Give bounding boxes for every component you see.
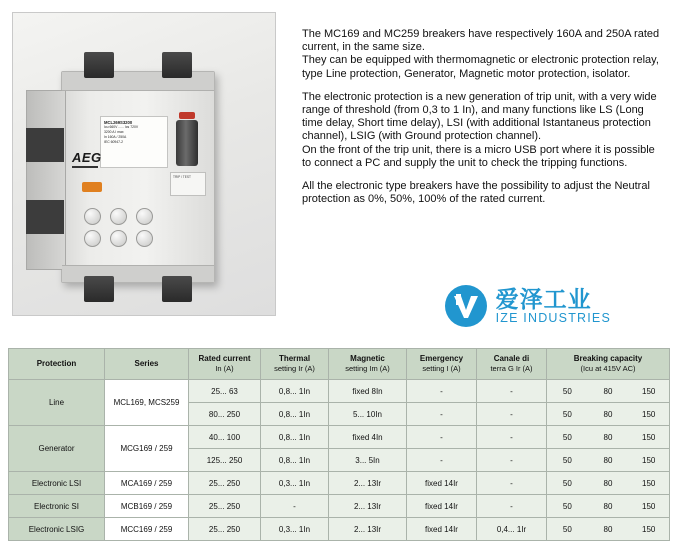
th-series-line1: Series (134, 359, 159, 368)
breaking-value: 50 (562, 409, 572, 419)
table-row (9, 472, 670, 495)
th-emergency-line1: Emergency (419, 354, 464, 363)
company-logo (444, 284, 611, 328)
cell-series: MCA169 / 259 (105, 472, 189, 495)
breaking-value: 150 (642, 409, 656, 419)
th-protection-line1: Protection (36, 359, 77, 368)
cell-thermal: 0,3... 1In (261, 472, 329, 495)
cell-protection: Line (9, 380, 105, 426)
breaker-terminal-top-right (162, 52, 192, 78)
breaker-side-panel (26, 90, 66, 270)
breaking-value: 50 (562, 501, 572, 511)
rating-label-line5: IEC 60947-2 (104, 140, 124, 144)
breaking-value: 50 (562, 478, 572, 488)
cell-rated-current: 40... 100 (189, 426, 261, 449)
cell-protection: Electronic LSI (9, 472, 105, 495)
cell-rated-current: 80... 250 (189, 403, 261, 426)
cell-emergency: - (407, 426, 477, 449)
th-thermal-line1: Thermal (278, 354, 311, 363)
cell-ground: 0,4... 1Ir (477, 518, 547, 541)
cell-emergency: - (407, 380, 477, 403)
logo-chinese-name: 爱泽工业 (495, 286, 592, 312)
cell-rated-current: 25... 250 (189, 518, 261, 541)
th-emergency-line2: setting I (A) (422, 364, 461, 373)
cell-breaking-capacity (547, 518, 670, 541)
cell-breaking-capacity (547, 495, 670, 518)
cell-thermal: 0,8... 1In (261, 380, 329, 403)
breaker-side-terminal-top (26, 128, 64, 162)
breaker-brand-underline (72, 166, 98, 168)
cell-series: MCL169, MCS259 (105, 380, 189, 426)
th-thermal (261, 349, 329, 380)
cell-thermal: 0,8... 1In (261, 426, 329, 449)
cell-magnetic: fixed 4In (329, 426, 407, 449)
rating-label-line4: In 160A / 250A (104, 135, 127, 139)
paragraph-protection-types: They can be equipped with thermomagnetic or electronic protection relay, type Line protection, Generator, Magnetic motor protection, isolator. (302, 54, 659, 80)
breaker-rating-label (100, 116, 168, 168)
logo-english-name: IZE INDUSTRIES (495, 311, 611, 325)
breaker-setting-dial (110, 230, 127, 247)
th-breaking-line2: (Icu at 415V AC) (580, 364, 636, 373)
breaking-value: 80 (603, 386, 613, 396)
breaker-display-window: TRIP / TEST (170, 172, 206, 196)
cell-rated-current: 25... 250 (189, 495, 261, 518)
cell-ground: - (477, 472, 547, 495)
cell-emergency: - (407, 449, 477, 472)
cell-rated-current: 25... 250 (189, 472, 261, 495)
cell-breaking-capacity (547, 449, 670, 472)
breaker-setting-dial (84, 208, 101, 225)
table-row (9, 426, 670, 449)
table-row (9, 380, 670, 403)
cell-magnetic: 2... 13Ir (329, 518, 407, 541)
breaker-trip-indicator (179, 112, 195, 119)
cell-ground: - (477, 403, 547, 426)
cell-emergency: - (407, 403, 477, 426)
cell-breaking-capacity (547, 380, 670, 403)
breaking-value: 80 (603, 524, 613, 534)
cell-ground: - (477, 426, 547, 449)
breaking-value: 150 (642, 432, 656, 442)
breaker-terminal-bottom-right (162, 276, 192, 302)
th-magnetic-line1: Magnetic (350, 354, 385, 363)
cell-magnetic: fixed 8In (329, 380, 407, 403)
rating-label-line2: Icu 660V ...... Ics 720V (104, 125, 139, 129)
breaker-setting-dial (136, 230, 153, 247)
cell-series: MCB169 / 259 (105, 495, 189, 518)
description-column (284, 12, 667, 216)
breaker-body (61, 71, 215, 283)
breaker-test-button (82, 182, 102, 192)
cell-rated-current: 125... 250 (189, 449, 261, 472)
table-row (9, 518, 670, 541)
product-photo (12, 12, 276, 316)
cell-protection: Generator (9, 426, 105, 472)
breaking-value: 80 (603, 455, 613, 465)
breaking-value: 150 (642, 455, 656, 465)
cell-thermal: 0,3... 1In (261, 518, 329, 541)
breaker-handle (176, 120, 198, 166)
table-header-row (9, 349, 670, 380)
cell-magnetic: 2... 13Ir (329, 472, 407, 495)
th-series (105, 349, 189, 380)
th-ground (477, 349, 547, 380)
breaking-value: 150 (642, 386, 656, 396)
product-photo-column (12, 12, 284, 316)
cell-emergency: fixed 14Ir (407, 518, 477, 541)
breaking-value: 80 (603, 478, 613, 488)
th-protection (9, 349, 105, 380)
breaker-setting-dial (110, 208, 127, 225)
th-rated-current (189, 349, 261, 380)
th-magnetic-line2: setting Im (A) (345, 364, 390, 373)
cell-protection: Electronic LSIG (9, 518, 105, 541)
th-breaking-line1: Breaking capacity (573, 354, 643, 363)
breaking-value: 150 (642, 478, 656, 488)
paragraph-usb-port: On the front of the trip unit, there is a micro USB port where it is possible to connect a PC and supply the unit to check the tripping functions. (302, 143, 655, 169)
cell-rated-current: 25... 63 (189, 380, 261, 403)
cell-emergency: fixed 14Ir (407, 495, 477, 518)
breaker-setting-dial (84, 230, 101, 247)
breaker-setting-dial (136, 208, 153, 225)
paragraph-neutral-protection: All the electronic type breakers have the possibility to adjust the Neutral protection as 0%, 50%, 100% of the rated current. (302, 180, 650, 206)
breaking-value: 50 (562, 524, 572, 534)
breaker-side-terminal-bottom (26, 200, 64, 234)
specification-table-wrapper (8, 348, 669, 541)
cell-thermal: 0,8... 1In (261, 403, 329, 426)
paragraph-rated-current: The MC169 and MC259 breakers have respectively 160A and 250A rated current, in the same size. (302, 28, 660, 54)
breaking-value: 150 (642, 501, 656, 511)
cell-breaking-capacity (547, 472, 670, 495)
breaking-value: 50 (562, 455, 572, 465)
cell-magnetic: 5... 10In (329, 403, 407, 426)
th-magnetic (329, 349, 407, 380)
rating-label-line3: 3200 A I max (104, 130, 124, 134)
breaker-terminal-bottom-left (84, 276, 114, 302)
cell-ground: - (477, 495, 547, 518)
breaker-brand-text: AEG (72, 150, 102, 165)
cell-thermal: 0,8... 1In (261, 449, 329, 472)
cell-series: MCG169 / 259 (105, 426, 189, 472)
ize-industries-logo-icon (444, 284, 488, 328)
logo-text-block (496, 287, 611, 325)
cell-breaking-capacity (547, 403, 670, 426)
th-rated-line1: Rated current (198, 354, 251, 363)
th-emergency (407, 349, 477, 380)
th-ground-line2: terra G Ir (A) (490, 364, 533, 373)
breaking-value: 50 (562, 432, 572, 442)
table-row (9, 495, 670, 518)
th-rated-line2: In (A) (215, 364, 234, 373)
th-ground-line1: Canale di (493, 354, 530, 363)
breaking-value: 80 (603, 501, 613, 511)
breaking-value: 80 (603, 409, 613, 419)
cell-ground: - (477, 449, 547, 472)
cell-thermal: - (261, 495, 329, 518)
cell-magnetic: 2... 13Ir (329, 495, 407, 518)
th-thermal-line2: setting Ir (A) (274, 364, 315, 373)
cell-protection: Electronic SI (9, 495, 105, 518)
breaking-value: 80 (603, 432, 613, 442)
breaking-value: 150 (642, 524, 656, 534)
cell-ground: - (477, 380, 547, 403)
breaking-value: 50 (562, 386, 572, 396)
breaker-terminal-top-left (84, 52, 114, 78)
cell-breaking-capacity (547, 426, 670, 449)
cell-magnetic: 3... 5In (329, 449, 407, 472)
paragraph-electronic-protection: The electronic protection is a new generation of trip unit, with a very wide range of threshold (from 0,3 to 1 In), and many functions like LS (Long time delay, Short time delay), LSI (with additional Istantaneus protection channel), LSIG (with Ground protection channel). (302, 90, 657, 143)
specification-table (8, 348, 670, 541)
th-breaking-capacity (547, 349, 670, 380)
cell-emergency: fixed 14Ir (407, 472, 477, 495)
rating-label-model: MCL269S3200 (104, 120, 133, 125)
cell-series: MCC169 / 259 (105, 518, 189, 541)
